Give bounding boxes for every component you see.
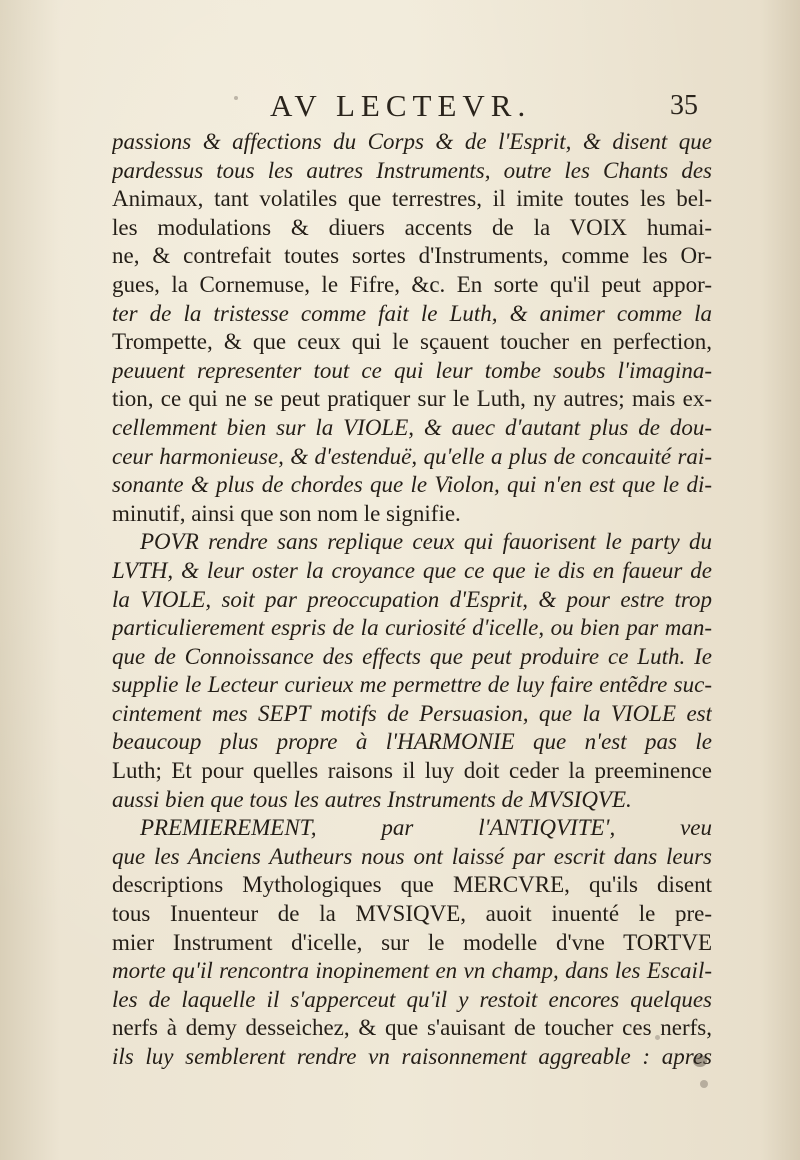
- text-line: aussi bien que tous les autres Instruments de MVSIQVE.: [112, 786, 632, 812]
- text-line: particulierement espris de la curiosité d'icelle, ou bien par man-: [112, 615, 712, 641]
- text-line: sonante & plus de chordes que le Violon, qui n'en est que le di-: [112, 472, 712, 498]
- text-line: les de laquelle il s'apperceut qu'il y restoit encores quelques: [112, 986, 712, 1012]
- text-line: cintement mes SEPT motifs de Persuasion, que la VIOLE est: [112, 700, 712, 726]
- ink-speck: [234, 96, 238, 100]
- text-line: PREMIEREMENT, par l'ANTIQVITE', veu: [140, 815, 712, 841]
- text-line: Animaux, tant volatiles que terrestres, il imite toutes les bel-: [112, 186, 712, 212]
- ink-stain: [700, 1080, 708, 1088]
- text-line: cellemment bien sur la VIOLE, & auec d'autant plus de dou-: [112, 414, 712, 440]
- text-line: LVTH, & leur oster la croyance que ce que ie dis en faueur de: [112, 557, 712, 583]
- text-line: tous Inuenteur de la MVSIQVE, auoit inuenté le pre-: [112, 901, 712, 927]
- text-line: minutif, ainsi que son nom le signifie.: [112, 500, 461, 526]
- text-line: beaucoup plus propre à l'HARMONIE que n'est pas le: [112, 729, 712, 755]
- text-line: POVR rendre sans replique ceux qui fauorisent le party du: [140, 529, 712, 555]
- running-head: AV LECTEVR.: [270, 88, 532, 123]
- text-line: peuuent representer tout ce qui leur tombe soubs l'imagina-: [112, 357, 712, 383]
- text-line: tion, ce qui ne se peut pratiquer sur le Luth, ny autres; mais ex-: [112, 386, 712, 412]
- text-line: la VIOLE, soit par preoccupation d'Esprit, & pour estre trop: [112, 586, 712, 612]
- text-line: que de Connoissance des effects que peut produire ce Luth. Ie: [112, 643, 712, 669]
- text-line: ne, & contrefait toutes sortes d'Instruments, comme les Or-: [112, 243, 712, 269]
- text-line: Trompette, & que ceux qui le sçauent toucher en perfection,: [112, 329, 712, 355]
- page-header: [270, 88, 720, 128]
- page-number: 35: [670, 90, 698, 121]
- text-line: mier Instrument d'icelle, sur le modelle d'vne TORTVE: [112, 929, 712, 955]
- text-line: morte qu'il rencontra inopinement en vn champ, dans les Escail-: [112, 958, 712, 984]
- text-line: les modulations & diuers accents de la VOIX humai-: [112, 214, 712, 240]
- text-line: pardessus tous les autres Instruments, outre les Chants des: [112, 157, 712, 183]
- text-line: gues, la Cornemuse, le Fifre, &c. En sorte qu'il peut appor-: [112, 271, 712, 297]
- text-line: supplie le Lecteur curieux me permettre de luy faire entẽdre suc-: [112, 672, 712, 698]
- text-line: descriptions Mythologiques que MERCVRE, qu'ils disent: [112, 872, 712, 898]
- text-line: Luth; Et pour quelles raisons il luy doit ceder la preeminence: [112, 758, 712, 784]
- text-line: ter de la tristesse comme fait le Luth, & animer comme la: [112, 300, 712, 326]
- text-line: ils luy semblerent rendre vn raisonnement aggreable : apres: [112, 1044, 712, 1069]
- text-line: ceur harmonieuse, & d'estenduë, qu'elle a plus de concauité rai-: [112, 443, 712, 469]
- text-line: que les Anciens Autheurs nous ont laissé par escrit dans leurs: [112, 843, 712, 869]
- text-line: passions & affections du Corps & de l'Esprit, & disent que: [112, 129, 712, 154]
- text-line: nerfs à demy desseichez, & que s'auisant de toucher ces nerfs,: [112, 1015, 712, 1041]
- body-text: [112, 128, 712, 1072]
